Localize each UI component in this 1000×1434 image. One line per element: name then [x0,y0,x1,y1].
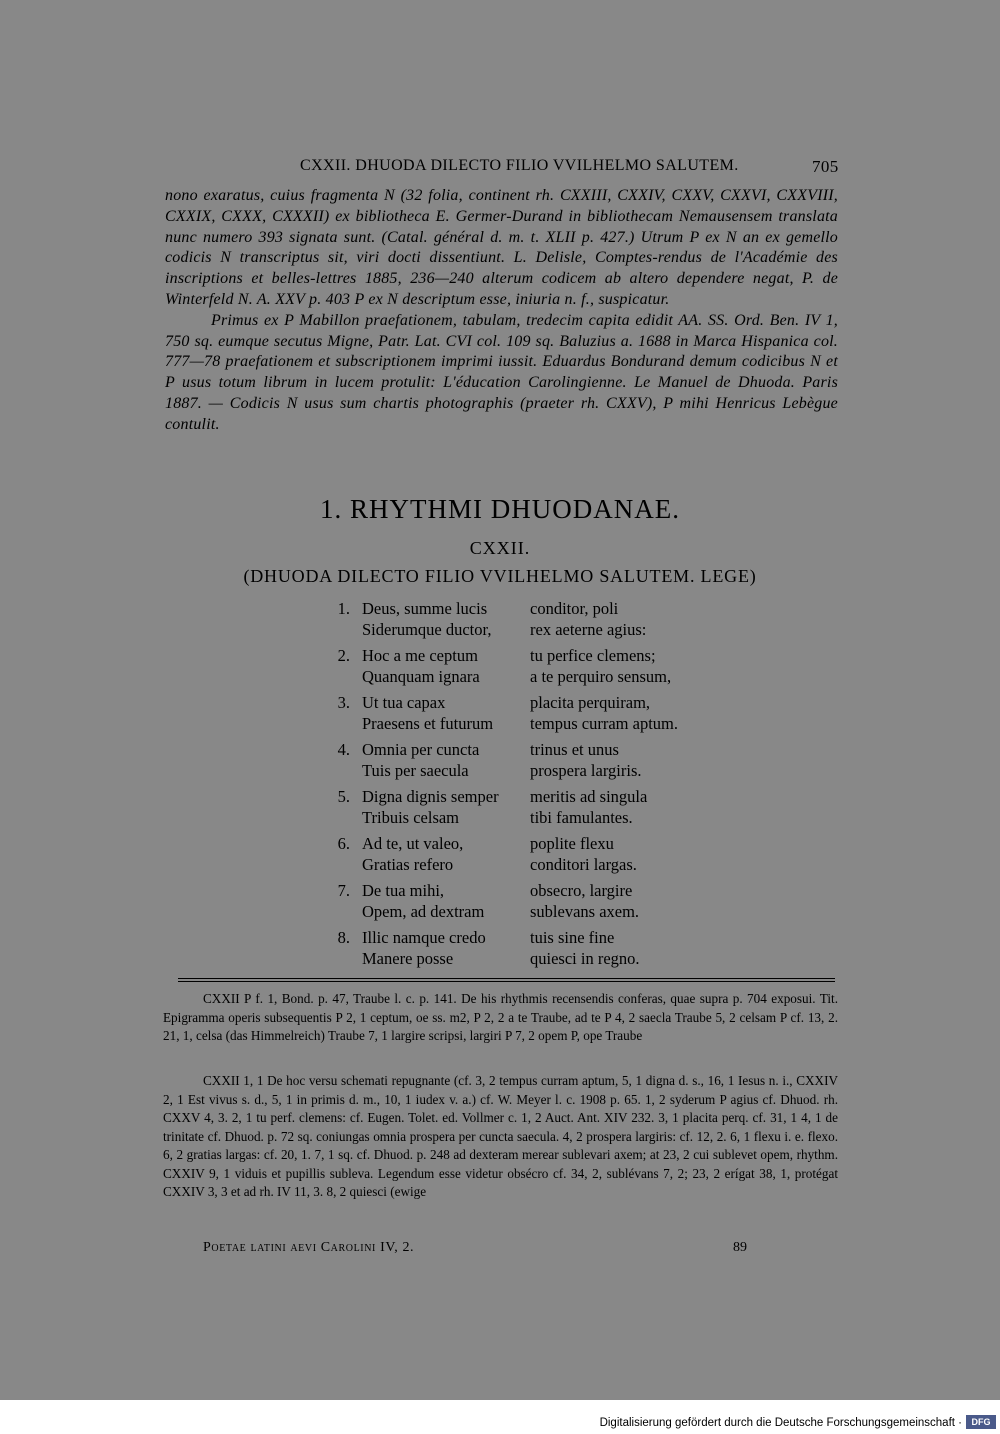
verse-line: Tuis per saecula [362,761,469,780]
verse-line: Ut tua capax [362,693,446,712]
verse-line: conditor, poli [530,599,619,618]
verse-line: a te perquiro sensum, [530,667,672,686]
verse-line: De tua mihi, [362,881,445,900]
stanza-number: 2. [337,646,350,665]
verse-line: meritis ad singula [530,787,648,806]
verse-line: Siderumque ductor, [362,620,492,639]
verse-line: Digna dignis semper [362,787,499,806]
critical-apparatus [163,990,838,1046]
verse-line: Hoc a me ceptum [362,646,478,665]
footer-signature: Poetae latini aevi Carolini IV, 2. [203,1240,415,1255]
verse-line: prospera largiris. [530,761,642,780]
verse-line: Opem, ad dextram [362,902,485,921]
commentary [163,1072,838,1202]
apparatus-note: CXXII P f. 1, Bond. p. 47, Traube l. c. p. 141. De his rhythmis recensendis conferas, quae supra p. 704 exposui. Tit. Epigramma operis subsequentis P 2, 1 ceptum, oe ss. m2, P 2, 2 a te Traube, ad te P 4, 2 saecla Traube 5, 2 celsam P cf. 13, 2. 21, 1, celsa (das Himmelreich) Traube 7, 1 largire scripsi, largiri P 7, 2 opem P, ope Traube [163,991,838,1043]
verse-line: placita perquiram, [530,693,651,712]
verse-line: Ad te, ut valeo, [362,834,464,853]
intro-paragraph-2: Primus ex P Mabillon praefationem, tabulam, tredecim capita edidit AA. SS. Ord. Ben. IV 1, 750 sq. eumque secutus Migne, Patr. Lat. CVI col. 109 sq. Baluzius a. 1688 in Marca Hispanica col. 777—78 praefationem et subscriptionem imprimi iussit. Eduardus Bondurand demum codicibus N et P usus totum librum in lucem protulit: L'éducation Carolingienne. Le Manuel de Dhuoda. Paris 1887. — Codicis N usus sum chartis photographis (praeter rh. CXXV), P mihi Henricus Lebègue contulit. [165,311,838,433]
stanza-number: 6. [337,834,350,853]
verse-line: tu perfice clemens; [530,646,656,665]
poem-number: CXXII. [469,538,531,558]
poem [0,597,1000,973]
verse-line: tempus curram aptum. [530,714,679,733]
footer-sheet-number: 89 [733,1240,747,1255]
stanza [0,926,1000,973]
verse-line: quiesci in regno. [530,949,640,968]
funding-banner [0,1400,1000,1434]
funding-text: Digitalisierung gefördert durch die Deutsche Forschungsgemeinschaft · [599,1417,962,1429]
verse-line: Omnia per cuncta [362,740,480,759]
introduction [165,186,838,436]
stanza-number: 4. [337,740,350,759]
page-number: 705 [812,157,839,176]
verse-line: Praesens et futurum [362,714,494,733]
stanza [0,738,1000,785]
separator-rule [178,981,835,982]
verse-line: Manere posse [362,949,454,968]
commentary-note: CXXII 1, 1 De hoc versu schemati repugnante (cf. 3, 2 tempus curram aptum, 5, 1 digna d. s., 16, 1 Iesus n. i., CXXIV 2, 1 Est vivus s. d., 5, 1 in primis d. m., 10, 1 iudex v. a.) cf. W. Meyer l. c. 1908 p. 65. 1, 2 syderum P agius cf. Dhuod. rh. CXXV 4, 3. 2, 1 tu perf. clemens: cf. Eugen. Tolet. ed. Vollmer c. 1, 2 Auct. Ant. XIV 232. 3, 1 placita perq. cf. 31, 1 4, 1 de trinitate cf. Dhuod. p. 72 sq. coniungas omnia prospera per cuncta saecula. 4, 2 prospera largiris: cf. 12, 2. 6, 1 flexu i. e. flexo. 6, 2 gratias largas: cf. 20, 1. 7, 1 sq. cf. Dhuod. p. 248 ad dexteram merear sublevari axem; at 23, 2 cui sublevet opem, rhythm. CXXIV 9, 1 viduis et pupillis subleva. Legendum esse videtur obsécro cf. 34, 2, sublévans 7, 2; 23, 2 erígat 38, 1, protégat CXXIV 3, 3 et ad rh. IV 11, 3. 8, 2 quiesci (ewige [163,1073,838,1199]
running-title: CXXII. DHUODA DILECTO FILIO VVILHELMO SALUTEM. [300,157,739,174]
stanza-number: 7. [337,881,350,900]
section-title: 1. RHYTHMI DHUODANAE. [320,494,680,524]
verse-line: rex aeterne agius: [530,620,647,639]
stanza-number: 8. [337,928,350,947]
stanza [0,832,1000,879]
verse-line: trinus et unus [530,740,619,759]
verse-line: obsecro, largire [530,881,633,900]
stanza-number: 5. [337,787,350,806]
stanza-number: 1. [337,599,350,618]
verse-line: tibi famulantes. [530,808,633,827]
running-header [0,157,1000,179]
verse-line: Gratias refero [362,855,454,874]
intro-paragraph-1: nono exaratus, cuius fragmenta N (32 folia, continent rh. CXXIII, CXXIV, CXXV, CXXVI, CXXVIII, CXXIX, CXXX, CXXXII) ex bibliotheca E. Germer-Durand in bibliothecam Nemausensem translata nunc numero 393 signata sunt. (Catal. général d. m. t. XLII p. 427.) Utrum P ex N an ex gemello codicis N transcriptus sit, viri docti dissentiunt. L. Delisle, Comptes-rendus de l'Académie des inscriptions et belles-lettres 1885, 236—240 alterum codicem ab altero dependere negat, P. de Winterfeld N. A. XXV p. 403 P ex N descriptum esse, iniuria n. f., suspicatur. [165,187,838,308]
stanza [0,879,1000,926]
verse-line: sublevans axem. [530,902,640,921]
verse-line: tuis sine fine [530,928,615,947]
verse-line: Tribuis celsam [362,808,460,827]
stanza [0,597,1000,644]
stanza [0,644,1000,691]
verse-line: conditori largas. [530,855,637,874]
verse-line: poplite flexu [530,834,614,853]
stanza [0,785,1000,832]
verse-line: Deus, summe lucis [362,599,488,618]
separator-rule [178,978,835,979]
dfg-logo: DFG [966,1415,996,1429]
poem-heading: (DHUODA DILECTO FILIO VVILHELMO SALUTEM. LEGE) [243,566,757,586]
verse-line: Illic namque credo [362,928,486,947]
stanza-number: 3. [337,693,350,712]
verse-line: Quanquam ignara [362,667,480,686]
stanza [0,691,1000,738]
